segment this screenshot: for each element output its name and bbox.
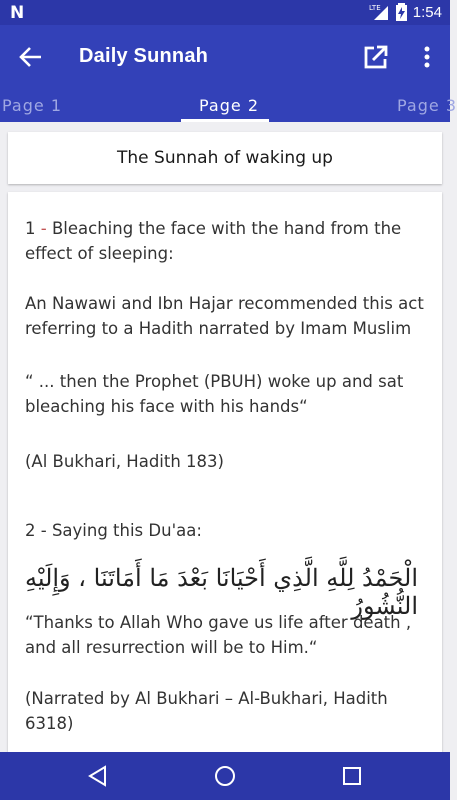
tab-page-3[interactable]: Page 3 bbox=[397, 96, 457, 115]
signal-lte-icon bbox=[368, 3, 390, 21]
item-2-heading: 2 - Saying this Du'aa: bbox=[25, 521, 202, 540]
content-card[interactable] bbox=[8, 192, 442, 752]
active-tab-indicator bbox=[181, 119, 269, 122]
item-1-number: 1 bbox=[25, 219, 36, 238]
tab-page-1[interactable]: Page 1 bbox=[2, 96, 62, 115]
share-external-icon[interactable] bbox=[362, 43, 390, 71]
section-title: The Sunnah of waking up bbox=[117, 148, 333, 168]
page-tabs bbox=[0, 88, 457, 122]
svg-text:LTE: LTE bbox=[368, 4, 381, 12]
item-2-arabic-duaa: الْحَمْدُ لِلَّهِ الَّذِي أَحْيَانَا بَعْدَ مَا أَمَاتَنَا ، وَإِلَيْهِ النُّشُورُ bbox=[24, 564, 418, 620]
item-1-quote: “ ... then the Prophet (PBUH) woke up and sat bleaching his face with his hands“ bbox=[25, 372, 404, 416]
battery-charging-icon bbox=[396, 3, 407, 21]
nav-recents-icon[interactable] bbox=[340, 764, 364, 788]
clock-time: 1:54 bbox=[412, 3, 442, 21]
tab-page-2[interactable]: Page 2 bbox=[199, 96, 259, 115]
item-1-heading bbox=[25, 216, 425, 266]
item-1-dash: - bbox=[40, 219, 47, 238]
more-vert-icon[interactable] bbox=[415, 43, 439, 71]
item-1-paragraph: An Nawawi and Ibn Hajar recommended this act referring to a Hadith narrated by Imam Muslim bbox=[25, 294, 424, 338]
back-arrow-icon[interactable] bbox=[16, 42, 46, 72]
status-bar bbox=[0, 0, 450, 25]
notification-n-icon: N bbox=[10, 3, 25, 23]
item-2-translation: “Thanks to Allah Who gave us life after death , and all resurrection will be to Him.“ bbox=[25, 613, 412, 657]
item-1-reference: (Al Bukhari, Hadith 183) bbox=[25, 452, 224, 471]
item-1-text: Bleaching the face with the hand from the effect of sleeping: bbox=[25, 219, 402, 263]
app-toolbar bbox=[0, 25, 450, 88]
nav-back-icon[interactable] bbox=[86, 764, 110, 788]
item-2-reference: (Narrated by Al Bukhari – Al-Bukhari, Hadith 6318) bbox=[25, 689, 388, 733]
nav-home-icon[interactable] bbox=[213, 764, 237, 788]
section-title-card bbox=[8, 132, 442, 184]
system-nav-bar bbox=[0, 752, 450, 800]
page-title: Daily Sunnah bbox=[79, 45, 209, 67]
